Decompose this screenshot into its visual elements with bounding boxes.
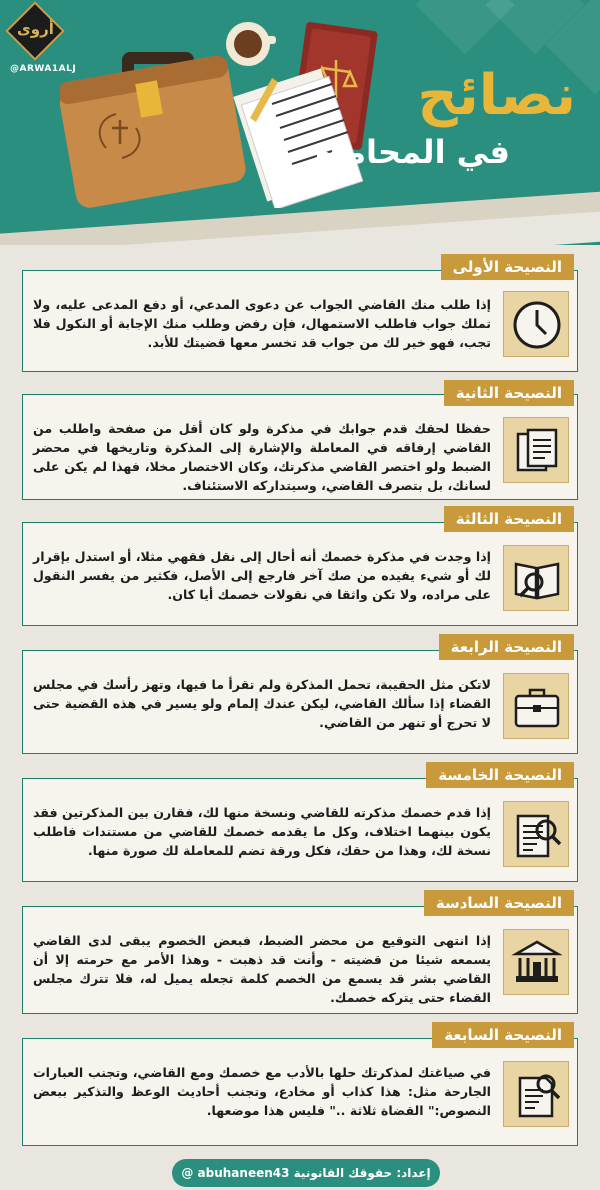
tip-text: في صياغتك لمذكرتك حلها بالأدب مع خصمك ومع القاضي، وتجنب العبارات الجارحة مثل: هذا كذاب أو مخادع، وتجنب أحاديث الوعظ والتذكير ببعض النصوص:" القضاة ثلاثة .." فليس هذا موضعها.: [33, 1065, 491, 1118]
legal-illustration: [60, 18, 380, 208]
tip-label: النصيحة السابعة: [432, 1022, 574, 1048]
briefcase-icon: [60, 52, 248, 208]
tip-card: [22, 1038, 578, 1146]
credits-footer: إعداد: حقوقك القانونية abuhaneen43 @: [172, 1159, 440, 1187]
tip-icon-box: [503, 1061, 569, 1127]
tip-card: [22, 394, 578, 500]
tip-text: لاتكن مثل الحقيبة، تحمل المذكرة ولم تقرأ ما فيها، وتهز رأسك في مجلس القضاء إذا سألك القاضي، ليكن عندك إلمام ولو يسير في هذه القضية حتى لا تحرج أو تنهر من القاضي.: [33, 677, 491, 730]
clock-icon: [510, 298, 564, 352]
tip-text: إذا انتهى التوقيع من محضر الضبط، فبعض الخصوم يبقى لدى القاضي يسمعه شيئا من قضيته - وأنت قد ذهبت - وهذا الأمر مع حرمته إلا أن القاضي بشر قد يسمع من الخصم كلمة تجعله يميل له، فلا تترك مجلس القضاء حتى يتركه خصمك.: [33, 933, 491, 1005]
tip-card: [22, 650, 578, 754]
tip-label: النصيحة الرابعة: [439, 634, 574, 660]
tip-text: حفظا لحقك قدم جوابك في مذكرة ولو كان أقل من صفحة واطلب من القاضي إرفاقه في المعاملة والإشارة إلى المذكرة وتاريخها في محضر الضبط ولو اختصر القاضي مذكرتك، وكان الاختصار مخلا، فهذا لم يكن على لسانك، بل بتصرف القاضي، وسيتداركه الاستئناف.: [33, 421, 491, 493]
documents-icon: [510, 424, 564, 478]
tip-label: النصيحة السادسة: [424, 890, 574, 916]
brand-handle: @ARWA1ALJ: [10, 64, 77, 74]
tip-icon-box: [503, 801, 569, 867]
header-banner: [0, 0, 600, 245]
brand-logo-text: أروى: [17, 20, 54, 38]
tip-icon-box: [503, 929, 569, 995]
paper-search-icon: [510, 1068, 564, 1122]
tip-text: إذا طلب منك القاضي الجواب عن دعوى المدعي، أو دفع المدعى عليه، ولا تملك جواب فاطلب الاستمهال، فإن رفض وطلب منك الإجابة أو النكول فلا تجب، فهو خير لك من جواب قد تخسر معها قضيتك للأبد.: [33, 297, 491, 350]
book-search-icon: [510, 552, 564, 606]
tip-text: إذا وجدت في مذكرة خصمك أنه أحال إلى نقل فقهي مثلا، أو استدل بإقرار لك أو شيء يفيده من صك آخر فارجع إلى الأصل، فكثير من يفسر النقول على مراده، ولا تكن واثقا في نقولات خصمك أيا كان.: [33, 549, 491, 602]
tip-text: إذا قدم خصمك مذكرته للقاضي ونسخة منها لك، فقارن بين المذكرتين فقد يكون بينهما اختلاف، وكل ما يقدمه خصمك للقاضي من مستندات فاطلب نسخة لك، وهذا من حقك، فكل ورقة تضم للمعاملة لك صورة منها.: [33, 805, 491, 858]
courthouse-icon: [510, 936, 564, 990]
briefcase-icon: [510, 680, 564, 734]
page-title: نصائح: [417, 63, 576, 128]
tip-label: النصيحة الثانية: [444, 380, 574, 406]
tip-card: [22, 778, 578, 882]
tip-label: النصيحة الثالثة: [444, 506, 574, 532]
tip-card: [22, 906, 578, 1014]
tip-icon-box: [503, 673, 569, 739]
coffee-cup-icon: [226, 22, 276, 66]
tip-card: [22, 522, 578, 626]
tip-icon-box: [503, 545, 569, 611]
page-subtitle: في المحاماة: [315, 133, 510, 171]
tip-label: النصيحة الخامسة: [426, 762, 574, 788]
tip-icon-box: [503, 417, 569, 483]
tip-card: [22, 270, 578, 372]
tip-label: النصيحة الأولى: [441, 254, 574, 280]
tip-icon-box: [503, 291, 569, 357]
document-search-icon: [510, 808, 564, 862]
